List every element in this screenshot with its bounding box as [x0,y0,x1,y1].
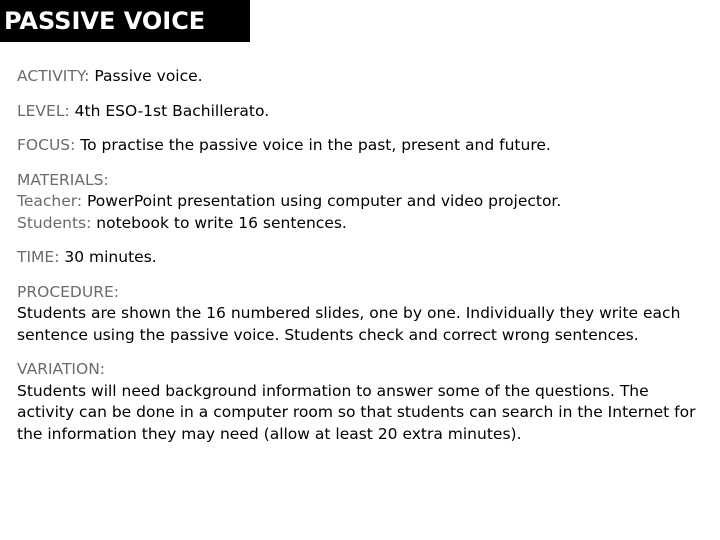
time-value: 30 minutes. [64,248,157,266]
materials-teacher-line [17,191,707,213]
focus-label: FOCUS: [17,136,76,154]
time-label: TIME: [17,248,60,266]
students-value: notebook to write 16 sentences. [96,213,347,232]
materials-section [17,170,707,235]
focus-value: To practise the passive voice in the past, present and future. [80,136,551,154]
materials-label: MATERIALS: [17,170,109,189]
focus-section [17,135,707,157]
level-section [17,101,707,123]
materials-students-line [17,213,707,235]
lesson-details [17,66,707,458]
procedure-section [17,282,707,347]
variation-text: Students will need background information to answer some of the questions. The activity can be done in a computer room so that students can search in the Internet for the information they may need (allow at least 20 extra minutes). [17,381,696,443]
activity-label: ACTIVITY: [17,67,90,85]
level-label: LEVEL: [17,101,70,120]
time-section [17,247,707,269]
activity-value: Passive voice. [94,67,203,85]
procedure-text: Students are shown the 16 numbered slides, one by one. Individually they write each sentence using the passive voice. Students check and correct wrong sentences. [17,304,681,344]
teacher-value: PowerPoint presentation using computer and video projector. [87,192,562,210]
level-value: 4th ESO-1st Bachillerato. [74,101,270,120]
teacher-label: Teacher: [17,192,83,210]
procedure-label: PROCEDURE: [17,282,119,301]
students-label: Students: [17,213,92,232]
page-title: PASSIVE VOICE [0,0,250,42]
variation-section [17,359,707,445]
variation-label: VARIATION: [17,360,106,378]
activity-section [17,66,707,88]
